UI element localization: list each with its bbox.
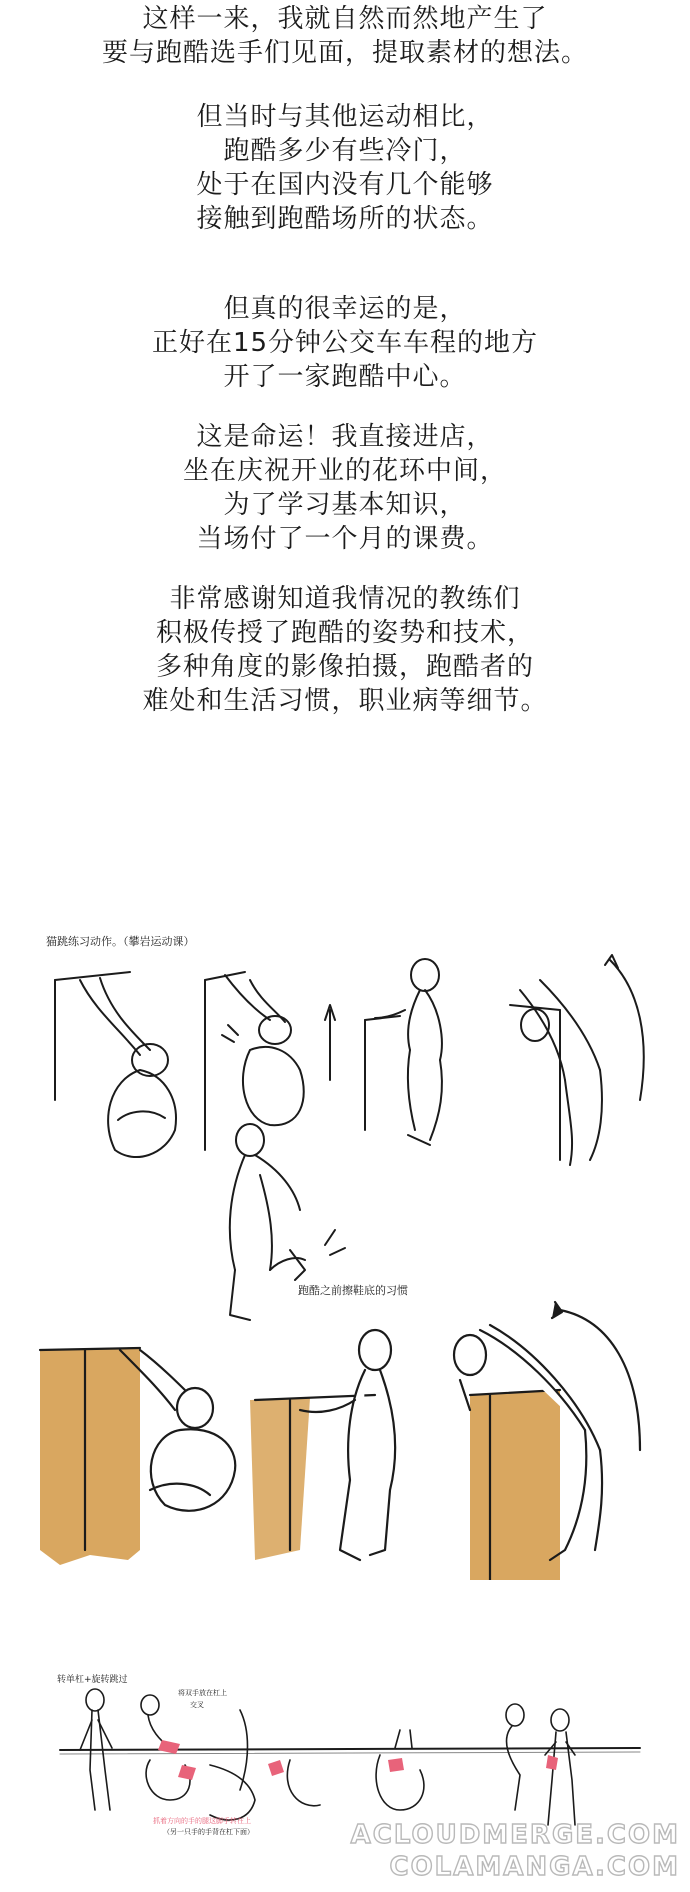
paragraph-5 [0, 582, 690, 718]
paragraph-2 [0, 100, 690, 236]
text-line: 跑酷多少有些冷门， [223, 136, 467, 166]
text-line: 要与跑酷选手们见面，提取素材的想法。 [101, 38, 588, 68]
text-line: 多种角度的影像拍摄，跑酷者的 [155, 652, 534, 682]
text-line: 但真的很幸运的是， [223, 294, 467, 324]
text-line: 接触到跑酷场所的状态。 [196, 204, 494, 234]
text-line: 这样一来，我就自然而然地产生了 [142, 4, 548, 34]
bar-note-2b: （另一只手的手背在杠下面） [163, 1828, 254, 1836]
text-line: 正好在15分钟公交车车程的地方 [151, 328, 539, 358]
paragraph-3 [0, 292, 690, 394]
paragraph-4 [0, 420, 690, 556]
text-line: 这是命运！我直接进店， [196, 422, 494, 452]
text-line: 开了一家跑酷中心。 [223, 362, 467, 392]
text-line: 为了学习基本知识， [223, 490, 467, 520]
text-line: 积极传授了跑酷的姿势和技术， [155, 618, 534, 648]
sketch-colored-row [0, 1250, 690, 1580]
text-line: 当场付了一个月的课费。 [196, 524, 494, 554]
text-line: 但当时与其他运动相比， [196, 102, 494, 132]
shoe-wipe-caption: 跑酷之前擦鞋底的习惯 [298, 1284, 408, 1297]
text-line: 非常感谢知道我情况的教练们 [169, 584, 521, 614]
illustration-2-caption: 转单杠+旋转跳过 [57, 1675, 128, 1685]
text-line: 处于在国内没有几个能够 [196, 170, 494, 200]
bar-note-1b: 交叉 [190, 1701, 204, 1709]
watermark-line-2: COLAMANGA.COM [389, 1852, 680, 1882]
paragraph-1 [0, 2, 690, 70]
illustration-caption: 猫跳练习动作。（攀岩运动课） [46, 935, 195, 948]
bar-note-2: 抓着方向的手的腿这脚手转在上 [153, 1817, 251, 1825]
text-line: 难处和生活习惯，职业病等细节。 [142, 686, 548, 716]
bar-note-1: 将双手放在杠上 [178, 1689, 227, 1697]
watermark-line-1: ACLOUDMERGE.COM [350, 1820, 680, 1850]
text-line: 坐在庆祝开业的花环中间， [182, 456, 507, 486]
